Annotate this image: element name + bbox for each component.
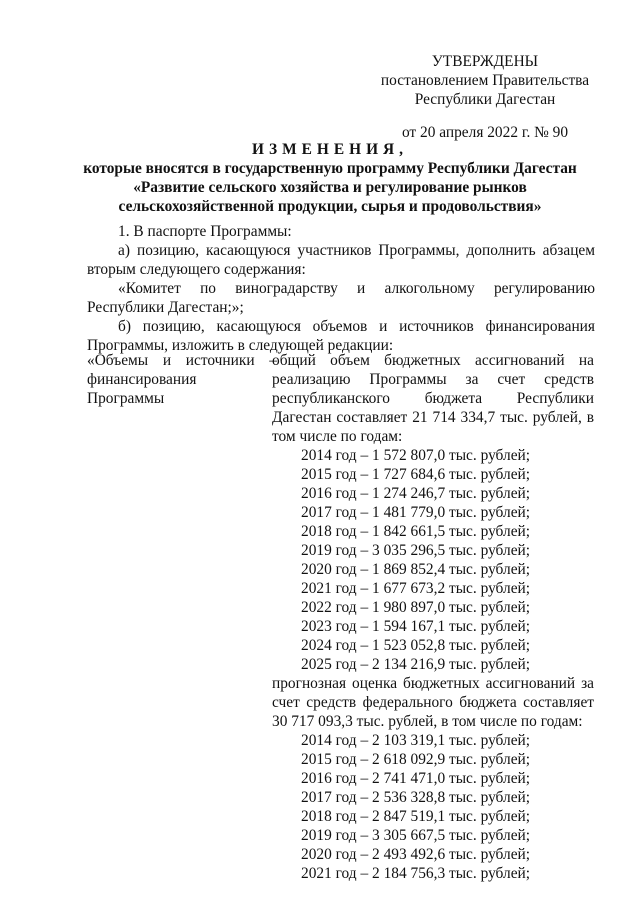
year-row: 2021 год – 2 184 756,3 тыс. рублей; xyxy=(301,865,531,882)
paragraph-1: 1. В паспорте Программы: xyxy=(118,223,292,240)
year-row: 2018 год – 1 842 661,5 тыс. рублей; xyxy=(301,523,531,540)
title-line3: сельскохозяйственной продукции, сырья и продовольствия» xyxy=(118,198,542,215)
paragraph-2: а) позицию, касающуюся участников Программы, дополнить абзацем вторым следующего содержания: xyxy=(87,242,595,278)
year-row: 2021 год – 1 677 673,2 тыс. рублей; xyxy=(301,580,531,597)
year-row: 2016 год – 1 274 246,7 тыс. рублей; xyxy=(301,485,531,502)
approval-date: от 20 апреля 2022 г. № 90 xyxy=(401,124,569,141)
title-head: ИЗМЕНЕНИЯ, xyxy=(251,141,409,158)
year-row: 2023 год – 1 594 167,1 тыс. рублей; xyxy=(301,618,531,635)
year-row: 2017 год – 2 536 328,8 тыс. рублей; xyxy=(301,789,531,806)
year-row: 2020 год – 1 869 852,4 тыс. рублей; xyxy=(301,561,531,578)
total-budget-text: общий объем бюджетных ассигнований на реализацию Программы за счет средств республиканского бюджета Республики Дагестан составляет 21 714 334,7 тыс. рублей, в том числе по годам: xyxy=(272,352,594,445)
approval-head: УТВЕРЖДЕНЫ xyxy=(431,53,539,70)
year-row: 2024 год – 1 523 052,8 тыс. рублей; xyxy=(301,637,531,654)
year-row: 2025 год – 2 134 216,9 тыс. рублей; xyxy=(301,656,531,673)
year-row: 2017 год – 1 481 779,0 тыс. рублей; xyxy=(301,504,531,521)
years-list-federal xyxy=(272,731,594,883)
federal-budget-text: прогнозная оценка бюджетных ассигнований за счет средств федерального бюджета составляет 30 717 093,3 тыс. рублей, в том числе по годам: xyxy=(272,675,594,730)
year-row: 2015 год – 1 727 684,6 тыс. рублей; xyxy=(301,466,531,483)
year-row: 2020 год – 2 493 492,6 тыс. рублей; xyxy=(301,846,531,863)
year-row: 2014 год – 1 572 807,0 тыс. рублей; xyxy=(301,447,531,464)
paragraph-4: б) позицию, касающуюся объемов и источников финансирования Программы, изложить в следующей редакции: xyxy=(87,318,595,354)
table-right-cell xyxy=(272,351,594,883)
year-row: 2015 год – 2 618 092,9 тыс. рублей; xyxy=(301,751,531,768)
table-left-label: «Объемы и источники – финансирования Программы xyxy=(87,352,277,407)
year-row: 2019 год – 3 305 667,5 тыс. рублей; xyxy=(301,827,531,844)
document-title xyxy=(60,140,600,216)
year-row: 2022 год – 1 980 897,0 тыс. рублей; xyxy=(301,599,531,616)
year-row: 2018 год – 2 847 519,1 тыс. рублей; xyxy=(301,808,531,825)
title-line2: «Развитие сельского хозяйства и регулирование рынков xyxy=(133,179,527,196)
approval-line1: постановлением Правительства xyxy=(380,72,590,89)
year-row: 2014 год – 2 103 319,1 тыс. рублей; xyxy=(301,732,531,749)
title-line1: которые вносятся в государственную программу Республики Дагестан xyxy=(83,160,577,177)
approval-line2: Республики Дагестан xyxy=(414,91,556,108)
year-row: 2016 год – 2 741 471,0 тыс. рублей; xyxy=(301,770,531,787)
table-left-cell xyxy=(87,351,277,408)
approval-block xyxy=(380,52,590,142)
year-row: 2019 год – 3 035 296,5 тыс. рублей; xyxy=(301,542,531,559)
years-list-republic xyxy=(272,446,594,674)
paragraph-3: «Комитет по виноградарству и алкогольному регулированию Республики Дагестан;»; xyxy=(87,280,595,316)
